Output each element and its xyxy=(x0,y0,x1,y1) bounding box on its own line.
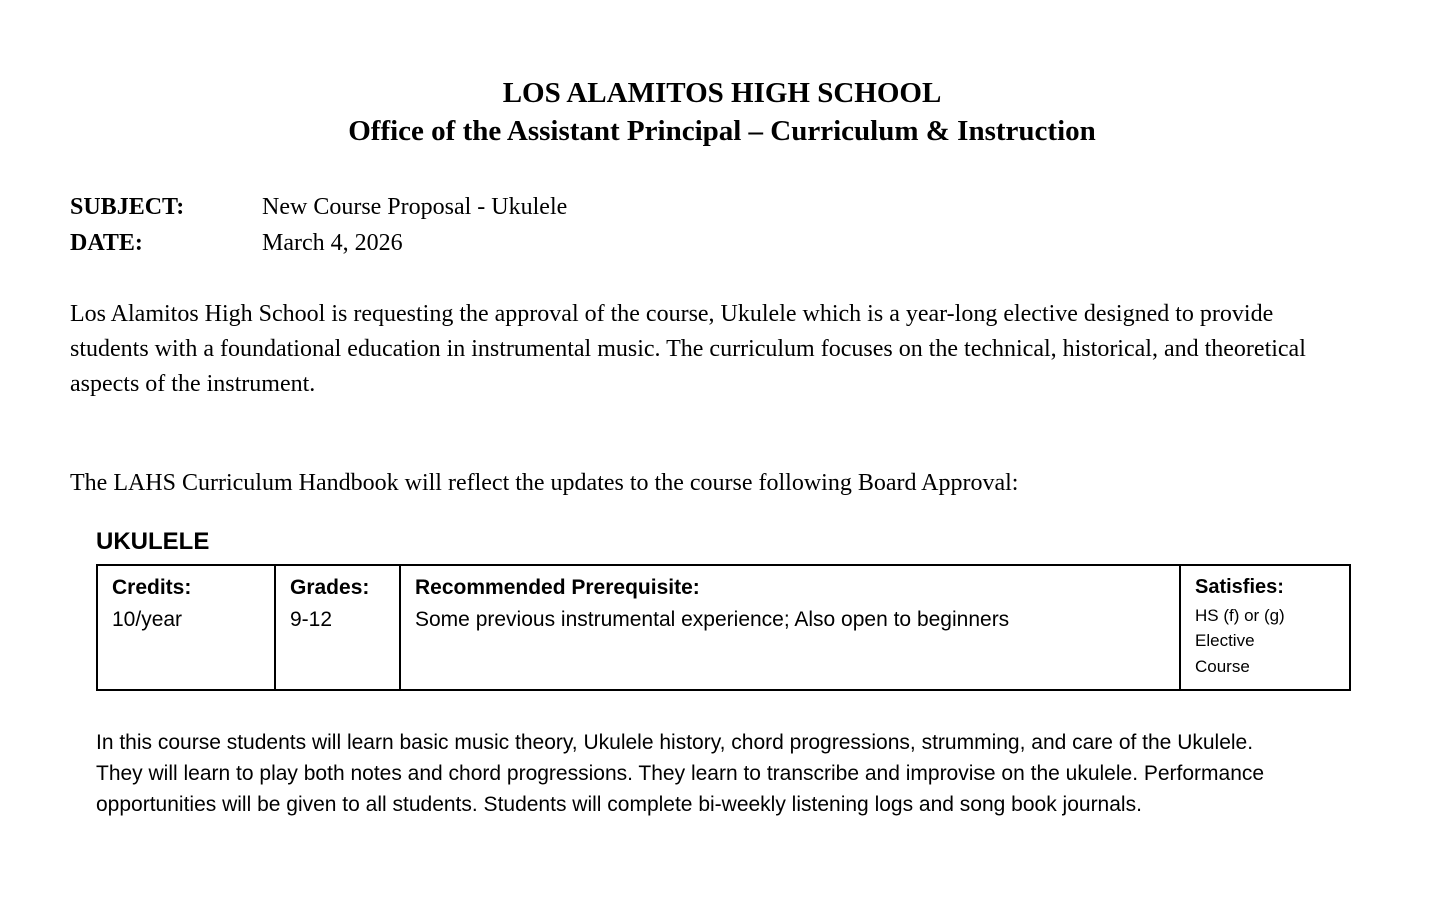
course-description: In this course students will learn basic music theory, Ukulele history, chord progressions, strumming, and care of the Ukulele. They will learn to play both notes and chord progressions. They learn to transcribe and improvise on the ukulele. Performance opportunities will be given to all students. Students will complete bi-weekly listening logs and song book journals. xyxy=(96,731,1265,817)
subject-label: SUBJECT: xyxy=(70,193,185,220)
subject-row xyxy=(70,189,1374,225)
subject-value: New Course Proposal - Ukulele xyxy=(262,193,568,220)
handbook-paragraph: The LAHS Curriculum Handbook will reflect the updates to the course following Board Approval: xyxy=(70,470,1019,497)
course-info-row xyxy=(97,565,1350,691)
date-value: March 4, 2026 xyxy=(262,229,403,256)
grades-cell xyxy=(275,565,400,691)
office-title: Office of the Assistant Principal – Curriculum & Instruction xyxy=(348,115,1096,148)
school-name: LOS ALAMITOS HIGH SCHOOL xyxy=(502,77,942,109)
prerequisite-value: Some previous instrumental experience; Also open to beginners xyxy=(415,608,1010,632)
date-row xyxy=(70,225,1374,261)
satisfies-label: Satisfies: xyxy=(1195,575,1284,598)
credits-cell xyxy=(97,565,275,691)
course-section xyxy=(96,528,1374,821)
intro-paragraph: Los Alamitos High School is requesting the approval of the course, Ukulele which is a year-long elective designed to provide students with a foundational education in instrumental music. The curriculum focuses on the technical, historical, and theoretical aspects of the instrument. xyxy=(70,300,1306,398)
memo-meta xyxy=(70,189,1374,261)
credits-value: 10/year xyxy=(112,608,183,632)
course-info-table xyxy=(96,564,1351,692)
satisfies-value: HS (f) or (g) Elective Course xyxy=(1195,605,1285,676)
satisfies-cell xyxy=(1180,565,1350,691)
document-header xyxy=(70,74,1374,151)
credits-label: Credits: xyxy=(112,575,192,599)
grades-label: Grades: xyxy=(290,575,370,599)
date-label: DATE: xyxy=(70,229,143,256)
course-title: UKULELE xyxy=(96,527,210,555)
prerequisite-label: Recommended Prerequisite: xyxy=(415,575,700,599)
grades-value: 9-12 xyxy=(290,608,333,632)
prerequisite-cell xyxy=(400,565,1180,691)
